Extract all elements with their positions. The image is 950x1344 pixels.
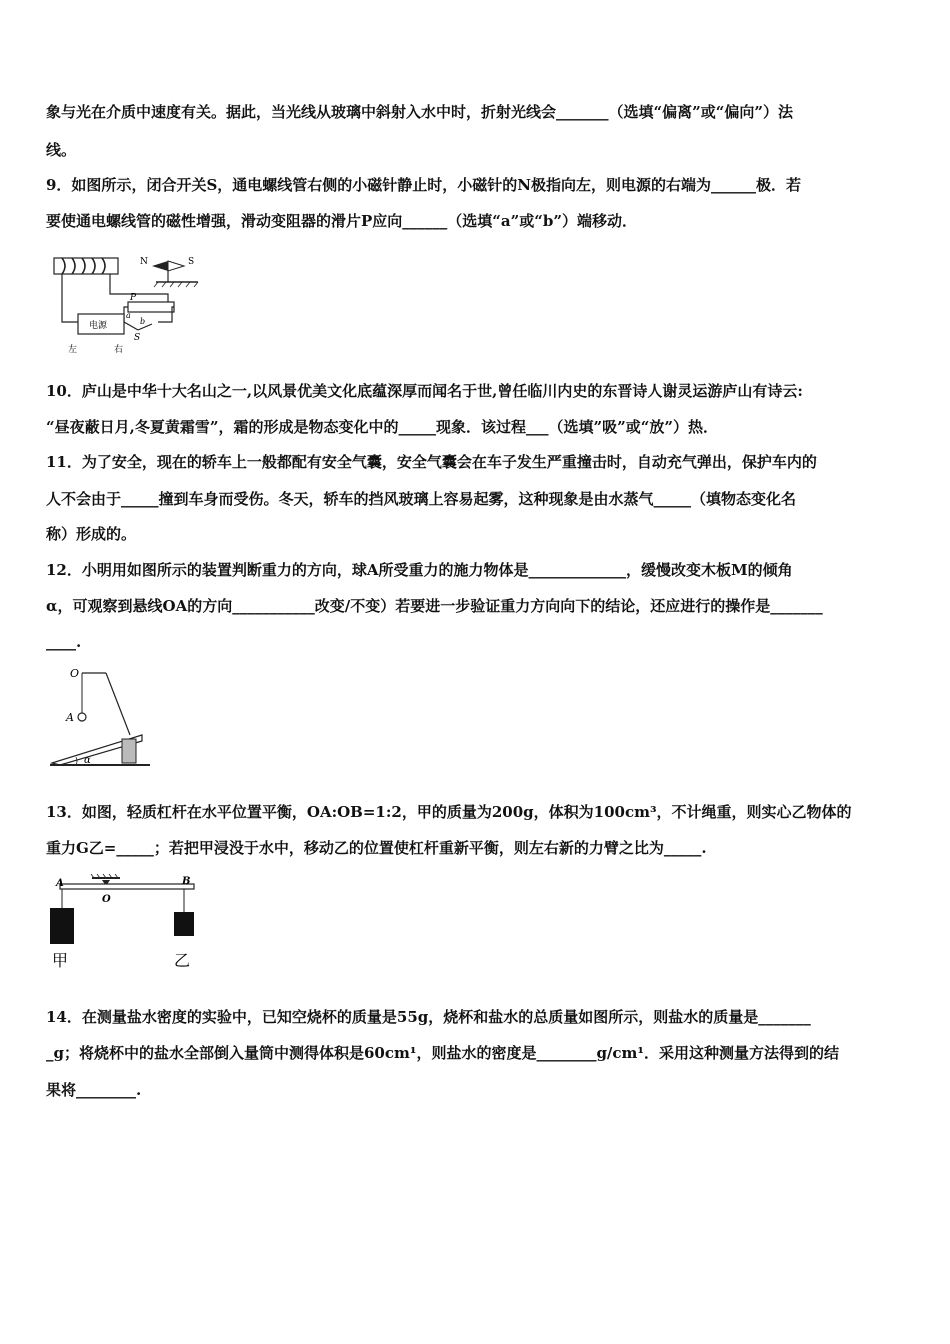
point-a-label: A — [56, 878, 64, 889]
question-14-text: 14．在测量盐水密度的实验中，已知空烧杯的质量是55g，烧杯和盐水的总质量如图所示，则盐水的质量是_______ — [46, 1008, 811, 1026]
south-pole-label: S — [188, 257, 195, 267]
angle-alpha-label: α — [84, 755, 91, 766]
question-11-text: 人不会由于_____撞到车身而受伤。冬天，轿车的挡风玻璃上容易起雾，这种现象是由水蒸气_____（填物态变化名 — [46, 490, 797, 508]
solenoid-circuit-figure — [48, 252, 218, 357]
question-12-text: 12．小明用如图所示的装置判断重力的方向，球A所受重力的施力物体是_____________，缓慢改变木板M的倾角 — [46, 561, 793, 579]
question-10-text: 10．庐山是中华十大名山之一,以风景优美文化底蕴深厚而闻名于世,曾任临川内史的东晋诗人谢灵运游庐山有诗云: — [46, 382, 803, 400]
point-o-label: O — [70, 667, 80, 680]
question-12-text: ____. — [46, 633, 82, 651]
power-source-label: 电源 — [89, 321, 108, 331]
switch-label: S — [134, 333, 141, 343]
point-a-label: A — [66, 711, 74, 724]
text-line: 象与光在介质中速度有关。据此，当光线从玻璃中斜射入水中时，折射光线会_______（选填“偏离”或“偏向”）法 — [46, 103, 794, 121]
left-end-label: 左 — [68, 345, 78, 355]
question-11-text: 11．为了安全，现在的轿车上一般都配有安全气囊，安全气囊会在车子发生严重撞击时，自动充气弹出，保护车内的 — [46, 453, 817, 471]
terminal-b-label: b — [140, 317, 146, 326]
north-pole-label: N — [140, 257, 148, 267]
fulcrum-o-label: O — [102, 894, 111, 905]
question-11-text: 称）形成的。 — [46, 525, 137, 543]
text-line: 线。 — [46, 141, 77, 159]
question-12-text: α，可观察到悬线OA的方向___________改变/不变）若要进一步验证重力方向向下的结论，还应进行的操作是_______ — [46, 597, 823, 615]
question-13-text: 重力G乙=_____；若把甲浸没于水中，移动乙的位置使杠杆重新平衡，则左右新的力臂之比为_____. — [46, 839, 707, 857]
terminal-a-label: a — [126, 311, 131, 320]
plumb-line-figure — [46, 663, 156, 773]
question-9-text: 9．如图所示，闭合开关S，通电螺线管右侧的小磁针静止时，小磁针的N极指向左，则电源的右端为______极．若 — [46, 176, 801, 194]
question-10-text: “昼夜蔽日月,冬夏黄霜雪”，霜的形成是物态变化中的_____现象．该过程___（选填”吸”或“放”）热． — [46, 418, 718, 436]
question-14-text: 果将________. — [46, 1081, 142, 1099]
object-yi-label: 乙 — [174, 951, 191, 970]
slider-p-label: P — [130, 293, 137, 303]
question-9-text: 要使通电螺线管的磁性增强，滑动变阻器的滑片P应向______（选填“a”或“b”）端移动． — [46, 212, 638, 230]
right-end-label: 右 — [114, 345, 124, 355]
point-b-label: B — [182, 876, 191, 887]
object-jia-label: 甲 — [52, 951, 69, 970]
question-14-text: _g；将烧杯中的盐水全部倒入量筒中测得体积是60cm¹，则盐水的密度是________g/cm¹．采用这种测量方法得到的结 — [46, 1044, 839, 1062]
lever-figure — [46, 872, 206, 972]
question-13-text: 13．如图，轻质杠杆在水平位置平衡，OA:OB=1:2，甲的质量为200g，体积为100cm³，不计绳重，则实心乙物体的 — [46, 803, 852, 821]
